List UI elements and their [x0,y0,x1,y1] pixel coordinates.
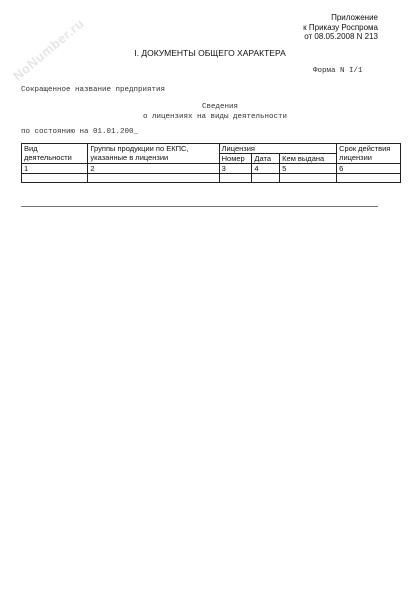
header-issued-by: Кем выдана [280,154,337,164]
empty-cell [22,174,88,183]
header-product-groups: Группы продукции по ЕКПС, указанные в лицензии [88,144,219,164]
licenses-table [21,143,401,183]
appendix-line: Приложение [331,13,378,22]
as-of-date: по состоянию на 01.01.200_ [21,128,139,136]
separator-line [21,206,378,207]
org-short-name-label: Сокращенное название предприятия [21,86,166,94]
column-number: 5 [280,164,337,174]
empty-cell [252,174,280,183]
column-number: 4 [252,164,280,174]
header-date: Дата [252,154,280,164]
column-number: 1 [22,164,88,174]
form-number: Форма N I/1 [313,67,363,75]
column-number: 2 [88,164,219,174]
column-number: 3 [219,164,252,174]
appendix-line: от 08.05.2008 N 213 [304,32,378,41]
header-validity: Срок действия лицензии [337,144,401,164]
empty-cell [88,174,219,183]
empty-cell [280,174,337,183]
watermark: NoNumber.ru [10,15,87,84]
table-header-row [22,144,401,154]
section-title: I. ДОКУМЕНТЫ ОБЩЕГО ХАРАКТЕРА [134,48,286,58]
column-number-row [22,164,401,174]
table-row [22,174,401,183]
document-subheading: о лицензиях на виды деятельности [142,113,288,121]
appendix-line: к Приказу Роспрома [303,22,378,32]
document-heading: Сведения [201,103,238,111]
header-license: Лицензия [219,144,336,154]
empty-cell [337,174,401,183]
empty-cell [219,174,252,183]
header-number: Номер [219,154,252,164]
appendix-note [303,13,378,42]
column-number: 6 [337,164,401,174]
header-activity: Вид деятельности [22,144,88,164]
